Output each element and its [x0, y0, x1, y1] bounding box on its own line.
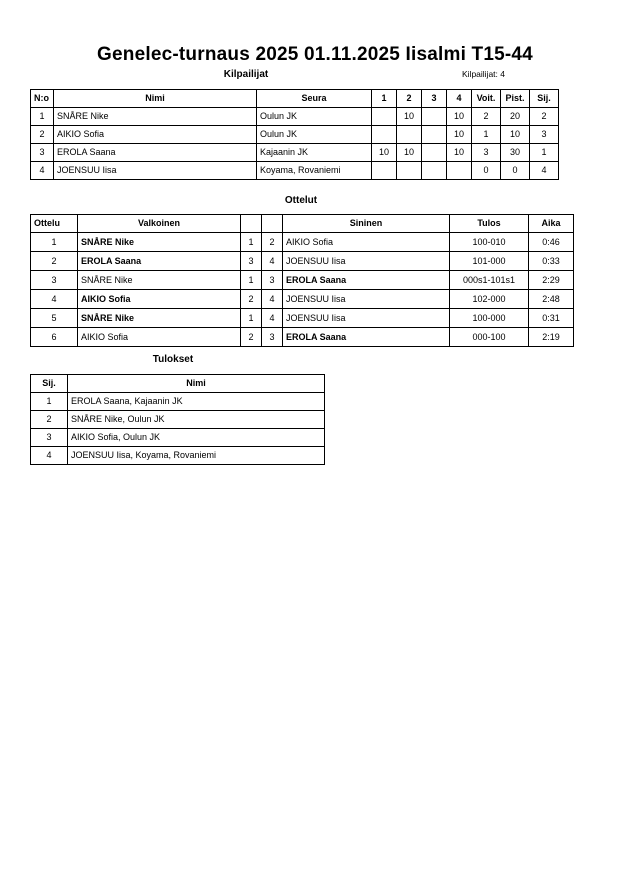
cell-blue-number: 4 — [262, 290, 283, 309]
table-row — [31, 144, 559, 162]
competitors-section-heading: Kilpailijat — [223, 69, 269, 80]
cell-rank: 3 — [530, 126, 559, 144]
cell-points: 0 — [501, 162, 530, 180]
cell-time: 0:46 — [529, 233, 574, 252]
cell-wins: 2 — [472, 108, 501, 126]
table-row — [31, 162, 559, 180]
col-header-score: Tulos — [450, 215, 529, 233]
cell-club: Oulun JK — [257, 108, 372, 126]
cell-blue-name: AIKIO Sofia — [283, 233, 450, 252]
cell-match-3 — [422, 162, 447, 180]
cell-score: 000-100 — [450, 328, 529, 347]
cell-blue-name: JOENSUU Iisa — [283, 309, 450, 328]
cell-wins: 3 — [472, 144, 501, 162]
cell-white-name: AIKIO Sofia — [78, 328, 241, 347]
cell-blue-name: JOENSUU Iisa — [283, 290, 450, 309]
col-header-match-1: 1 — [372, 90, 397, 108]
col-header-white-num-1 — [241, 215, 262, 233]
cell-white-number: 1 — [241, 271, 262, 290]
cell-blue-number: 4 — [262, 309, 283, 328]
cell-result-name: AIKIO Sofia, Oulun JK — [68, 429, 325, 447]
table-header-row — [31, 215, 574, 233]
cell-blue-name: JOENSUU Iisa — [283, 252, 450, 271]
table-row — [31, 108, 559, 126]
col-header-no: N:o — [31, 90, 54, 108]
cell-score: 000s1-101s1 — [450, 271, 529, 290]
cell-blue-number: 3 — [262, 271, 283, 290]
col-header-rank: Sij. — [530, 90, 559, 108]
cell-result-rank: 3 — [31, 429, 68, 447]
table-row — [31, 252, 574, 271]
cell-name: EROLA Saana — [54, 144, 257, 162]
table-row — [31, 290, 574, 309]
col-header-club: Seura — [257, 90, 372, 108]
cell-white-name: SNÅRE Nike — [78, 233, 241, 252]
cell-match-4: 10 — [447, 144, 472, 162]
cell-match-number: 6 — [31, 328, 78, 347]
cell-match-3 — [422, 108, 447, 126]
cell-result-rank: 2 — [31, 411, 68, 429]
cell-result-name: SNÅRE Nike, Oulun JK — [68, 411, 325, 429]
cell-time: 2:29 — [529, 271, 574, 290]
cell-rank: 1 — [530, 144, 559, 162]
cell-club: Oulun JK — [257, 126, 372, 144]
cell-match-1 — [372, 108, 397, 126]
table-row — [31, 233, 574, 252]
table-row — [31, 309, 574, 328]
col-header-points: Pist. — [501, 90, 530, 108]
cell-club: Kajaanin JK — [257, 144, 372, 162]
cell-rank: 2 — [530, 108, 559, 126]
table-header-row — [31, 90, 559, 108]
table-header-row — [31, 375, 325, 393]
cell-score: 101-000 — [450, 252, 529, 271]
col-header-white: Valkoinen — [78, 215, 241, 233]
col-header-match-4: 4 — [447, 90, 472, 108]
cell-score: 102-000 — [450, 290, 529, 309]
cell-white-number: 2 — [241, 290, 262, 309]
competitors-table — [30, 89, 559, 180]
col-header-time: Aika — [529, 215, 574, 233]
table-row — [31, 126, 559, 144]
cell-points: 10 — [501, 126, 530, 144]
cell-match-1: 10 — [372, 144, 397, 162]
cell-blue-name: EROLA Saana — [283, 271, 450, 290]
cell-no: 2 — [31, 126, 54, 144]
col-header-match-2: 2 — [397, 90, 422, 108]
cell-white-name: SNÅRE Nike — [78, 271, 241, 290]
cell-result-rank: 1 — [31, 393, 68, 411]
cell-score: 100-010 — [450, 233, 529, 252]
cell-match-2 — [397, 126, 422, 144]
cell-match-2: 10 — [397, 108, 422, 126]
col-header-result-name: Nimi — [68, 375, 325, 393]
cell-match-1 — [372, 162, 397, 180]
cell-name: AIKIO Sofia — [54, 126, 257, 144]
results-section-heading: Tulokset — [152, 354, 194, 365]
cell-white-number: 3 — [241, 252, 262, 271]
cell-white-name: AIKIO Sofia — [78, 290, 241, 309]
cell-match-4: 10 — [447, 108, 472, 126]
cell-name: SNÅRE Nike — [54, 108, 257, 126]
cell-blue-number: 4 — [262, 252, 283, 271]
cell-match-number: 3 — [31, 271, 78, 290]
cell-match-2: 10 — [397, 144, 422, 162]
table-row — [31, 328, 574, 347]
col-header-name: Nimi — [54, 90, 257, 108]
cell-time: 2:48 — [529, 290, 574, 309]
cell-result-name: EROLA Saana, Kajaanin JK — [68, 393, 325, 411]
cell-score: 100-000 — [450, 309, 529, 328]
col-header-white-num-2 — [262, 215, 283, 233]
cell-match-3 — [422, 144, 447, 162]
col-header-match-3: 3 — [422, 90, 447, 108]
cell-blue-number: 3 — [262, 328, 283, 347]
matches-table — [30, 214, 574, 347]
cell-no: 3 — [31, 144, 54, 162]
cell-white-number: 1 — [241, 233, 262, 252]
page-title: Genelec-turnaus 2025 01.11.2025 Iisalmi T15-44 — [97, 44, 533, 65]
cell-match-number: 1 — [31, 233, 78, 252]
cell-blue-name: EROLA Saana — [283, 328, 450, 347]
table-row — [31, 429, 325, 447]
cell-white-name: EROLA Saana — [78, 252, 241, 271]
table-row — [31, 411, 325, 429]
cell-match-2 — [397, 162, 422, 180]
cell-time: 0:31 — [529, 309, 574, 328]
cell-white-name: SNÅRE Nike — [78, 309, 241, 328]
cell-wins: 0 — [472, 162, 501, 180]
table-row — [31, 393, 325, 411]
matches-section-heading: Ottelut — [284, 195, 318, 206]
cell-time: 2:19 — [529, 328, 574, 347]
cell-wins: 1 — [472, 126, 501, 144]
col-header-wins: Voit. — [472, 90, 501, 108]
cell-white-number: 1 — [241, 309, 262, 328]
cell-blue-number: 2 — [262, 233, 283, 252]
cell-match-3 — [422, 126, 447, 144]
cell-match-number: 5 — [31, 309, 78, 328]
cell-match-1 — [372, 126, 397, 144]
cell-name: JOENSUU Iisa — [54, 162, 257, 180]
cell-match-number: 4 — [31, 290, 78, 309]
cell-time: 0:33 — [529, 252, 574, 271]
cell-white-number: 2 — [241, 328, 262, 347]
cell-match-4 — [447, 162, 472, 180]
cell-no: 4 — [31, 162, 54, 180]
results-table — [30, 374, 325, 465]
table-row — [31, 271, 574, 290]
cell-points: 20 — [501, 108, 530, 126]
cell-match-4: 10 — [447, 126, 472, 144]
cell-points: 30 — [501, 144, 530, 162]
col-header-blue: Sininen — [283, 215, 450, 233]
cell-match-number: 2 — [31, 252, 78, 271]
cell-result-name: JOENSUU Iisa, Koyama, Rovaniemi — [68, 447, 325, 465]
col-header-match: Ottelu — [31, 215, 78, 233]
cell-result-rank: 4 — [31, 447, 68, 465]
table-row — [31, 447, 325, 465]
col-header-result-rank: Sij. — [31, 375, 68, 393]
competitors-count-note: Kilpailijat: 4 — [462, 69, 505, 79]
cell-no: 1 — [31, 108, 54, 126]
cell-rank: 4 — [530, 162, 559, 180]
cell-club: Koyama, Rovaniemi — [257, 162, 372, 180]
